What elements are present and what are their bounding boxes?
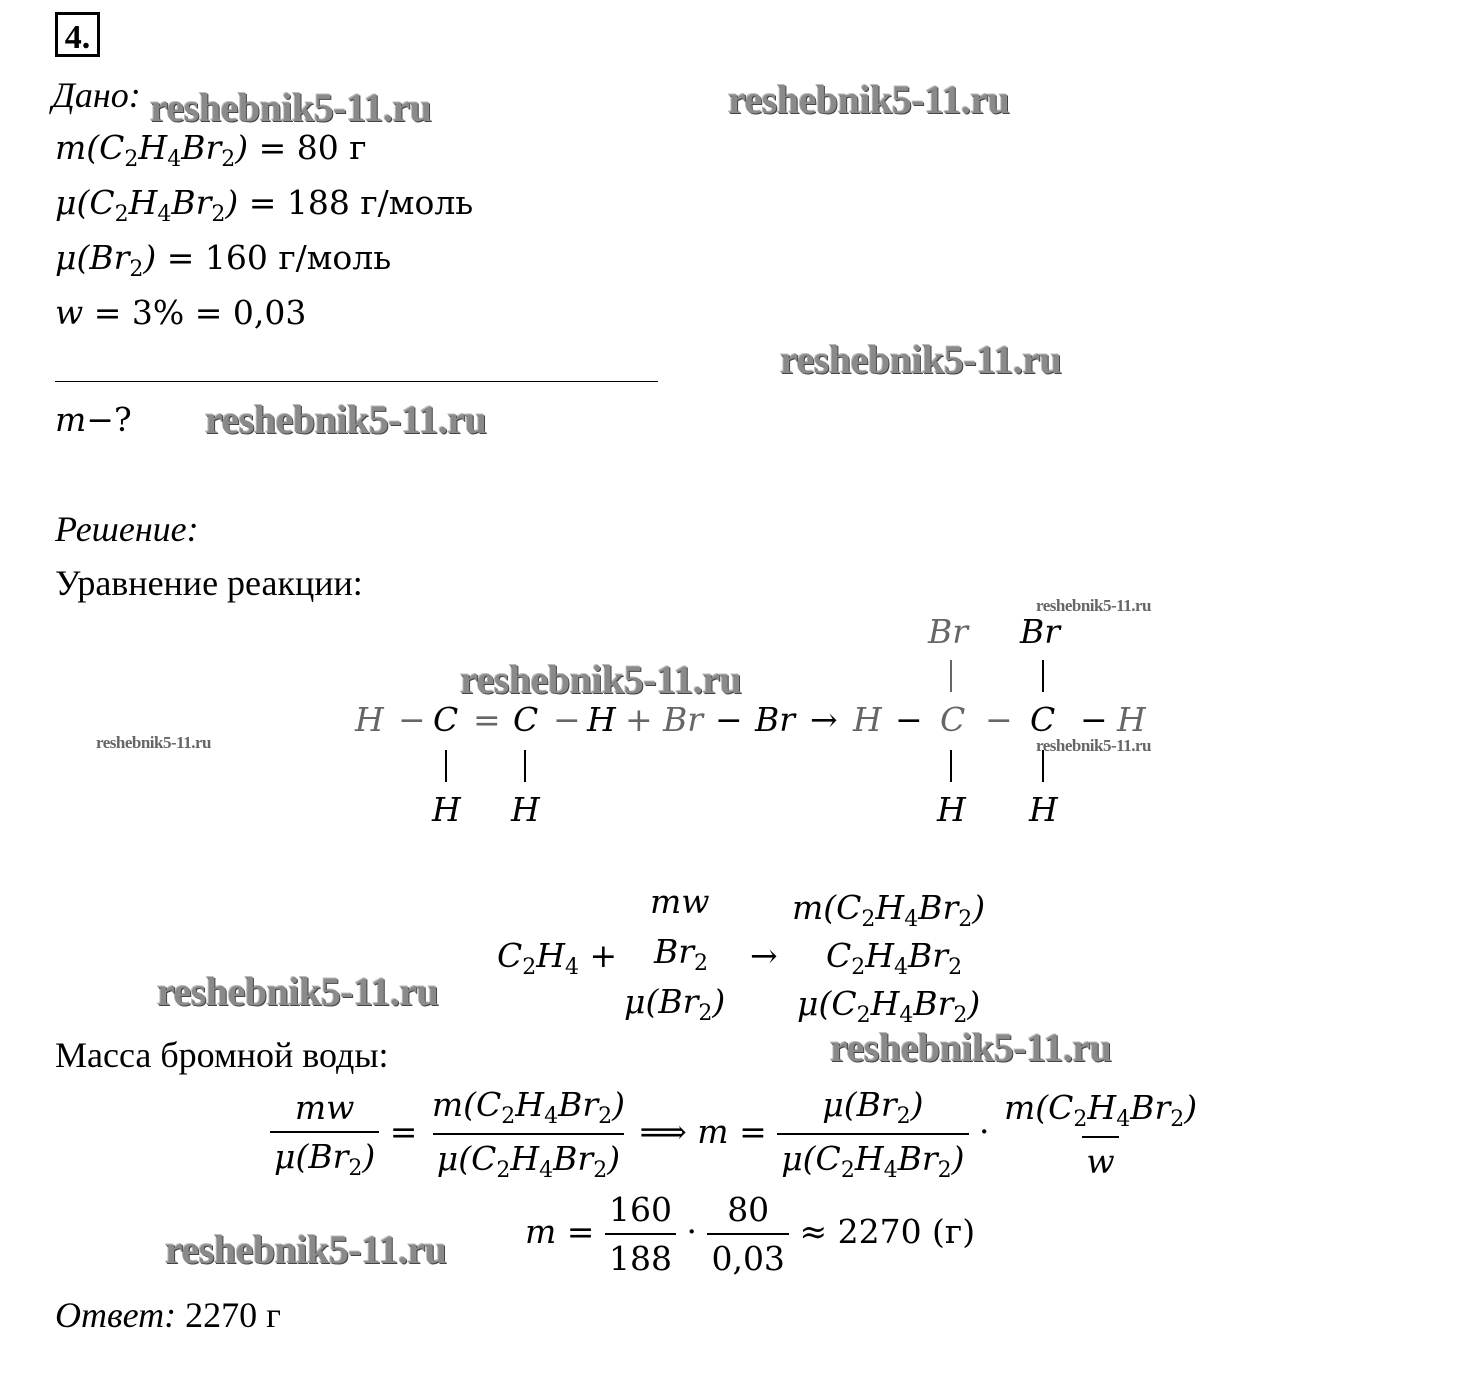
bond-h1 — [445, 750, 447, 782]
br-top-left: Br — [928, 612, 969, 651]
watermark: reshebnik5-11.ru — [780, 337, 1062, 382]
bond-h3 — [950, 750, 952, 782]
mass-label: Масса бромной воды: — [55, 1035, 389, 1075]
watermark: reshebnik5-11.ru — [460, 657, 742, 702]
scheme-prod-bot: $\mu(C_2H_4Br_2)$ — [797, 984, 981, 1028]
scheme-arrow: → — [750, 936, 778, 975]
watermark: reshebnik5-11.ru — [830, 1025, 1112, 1070]
watermark: reshebnik5-11.ru — [205, 397, 487, 442]
watermark: reshebnik5-11.ru — [1036, 736, 1151, 755]
reaction-label: Уравнение реакции: — [55, 563, 363, 603]
scheme-br2-top: mw — [650, 882, 710, 921]
answer: Ответ: 2270 г — [55, 1295, 281, 1335]
given-molar-mass: $\mu(C_2H_4Br_2) = 188$ г/моль — [55, 183, 474, 227]
scheme-br2-mid: $Br_2$ — [654, 932, 709, 976]
calc-numeric: m = $\frac{160}{188}$ · $\frac{80}{0,03}$ ≈ 2270 (г) — [525, 1190, 976, 1278]
scheme-reactant: $C_2H_4$ + — [497, 936, 618, 980]
watermark: reshebnik5-11.ru — [728, 77, 1010, 122]
given-label: Дано: — [52, 75, 141, 115]
watermark: reshebnik5-11.ru — [150, 85, 432, 130]
watermark: reshebnik5-11.ru — [157, 969, 439, 1014]
problem-number: 4. — [55, 12, 100, 57]
h-bottom-2: H — [511, 790, 540, 829]
h-bottom-4: H — [1029, 790, 1058, 829]
bond-br-left — [950, 660, 952, 692]
m-equals: m = — [525, 1212, 595, 1251]
scheme-prod-mid: $C_2H_4Br_2$ — [826, 936, 963, 980]
given-divider — [55, 381, 658, 382]
watermark: reshebnik5-11.ru — [1036, 596, 1151, 615]
bond-h2 — [524, 750, 526, 782]
h-bottom-1: H — [432, 790, 461, 829]
br-top-right: Br — [1020, 612, 1061, 651]
given-mass: $m(C_2H_4Br_2) = 80$ г — [55, 128, 367, 172]
scheme-br2-bot: $\mu(Br_2)$ — [624, 982, 726, 1026]
bond-br-right — [1042, 660, 1044, 692]
watermark: reshebnik5-11.ru — [96, 733, 211, 752]
calc-formula: $\frac{mw}{\mu(Br_2)}$ = $\frac{m(C_2H_4Br_2)}{\mu(C_2H_4Br_2)}$ ⟹ m = $\frac{\mu(Br_2)}{\mu(C_2H_4Br_2)}$ · $\frac{m(C_2H_4Br_2)}{w}$ — [270, 1085, 1201, 1183]
scheme-prod-top: $m(C_2H_4Br_2)$ — [792, 888, 986, 932]
find-label: m−? — [55, 400, 132, 439]
solution-label: Решение: — [55, 509, 199, 549]
watermark: reshebnik5-11.ru — [165, 1227, 447, 1272]
given-br2-molar-mass: $\mu(Br_2) = 160$ г/моль — [55, 238, 392, 282]
h-bottom-3: H — [937, 790, 966, 829]
given-w: w = 3% = 0,03 — [55, 293, 307, 332]
